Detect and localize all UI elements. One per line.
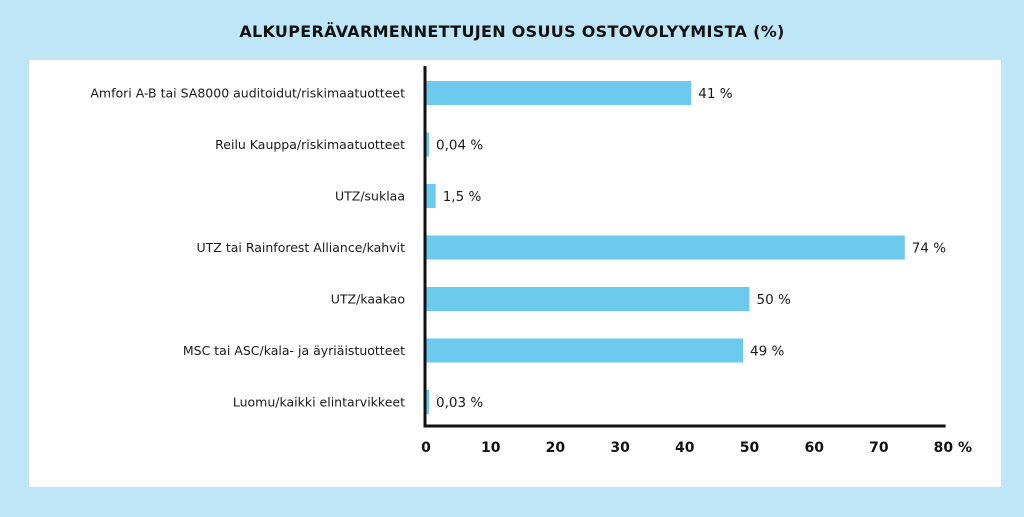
category-label-0: Amfori A-B tai SA8000 auditoidut/riskimaatuotteet (90, 85, 405, 101)
value-label-4: 50 % (756, 292, 791, 308)
value-label-5: 49 % (750, 343, 785, 360)
x-tick-label-5: 50 (739, 440, 760, 456)
bar-4 (426, 287, 750, 311)
category-label-1: Reilu Kauppa/riskimaatuotteet (215, 137, 405, 152)
category-label-4: UTZ/kaakao (330, 291, 405, 307)
category-label-5: MSC tai ASC/kala- ja äyriäistuotteet (182, 343, 405, 358)
x-tick-label-4: 40 (675, 440, 695, 456)
bar-2 (426, 184, 436, 208)
x-tick-label-7: 70 (869, 440, 889, 456)
bar-3 (426, 236, 905, 260)
x-tick-label-1: 10 (480, 440, 501, 456)
x-tick-label-6: 60 (804, 440, 824, 456)
category-label-2: UTZ/suklaa (334, 188, 405, 204)
value-label-2: 1,5 % (442, 189, 482, 205)
value-label-1: 0,04 % (436, 137, 484, 154)
value-label-0: 41 % (698, 86, 733, 102)
category-label-3: UTZ tai Rainforest Alliance/kahvit (196, 240, 405, 255)
x-tick-label-2: 20 (545, 440, 566, 456)
x-tick-label-8: 80 % (933, 440, 972, 456)
x-tick-label-0: 0 (421, 440, 431, 456)
category-label-6: Luomu/kaikki elintarvikkeet (232, 394, 405, 410)
bar-chart (29, 60, 1001, 487)
x-ticks-layer (421, 440, 972, 456)
bars-layer (426, 81, 905, 414)
bar-5 (426, 339, 743, 363)
chart-panel (29, 60, 1001, 487)
value-label-3: 74 % (911, 240, 947, 257)
x-tick-label-3: 30 (610, 440, 630, 456)
chart-title: ALKUPERÄVARMENNETTUJEN OSUUS OSTOVOLYYMISTA (%) (239, 22, 785, 41)
bar-0 (426, 81, 691, 105)
value-label-6: 0,03 % (436, 395, 484, 411)
